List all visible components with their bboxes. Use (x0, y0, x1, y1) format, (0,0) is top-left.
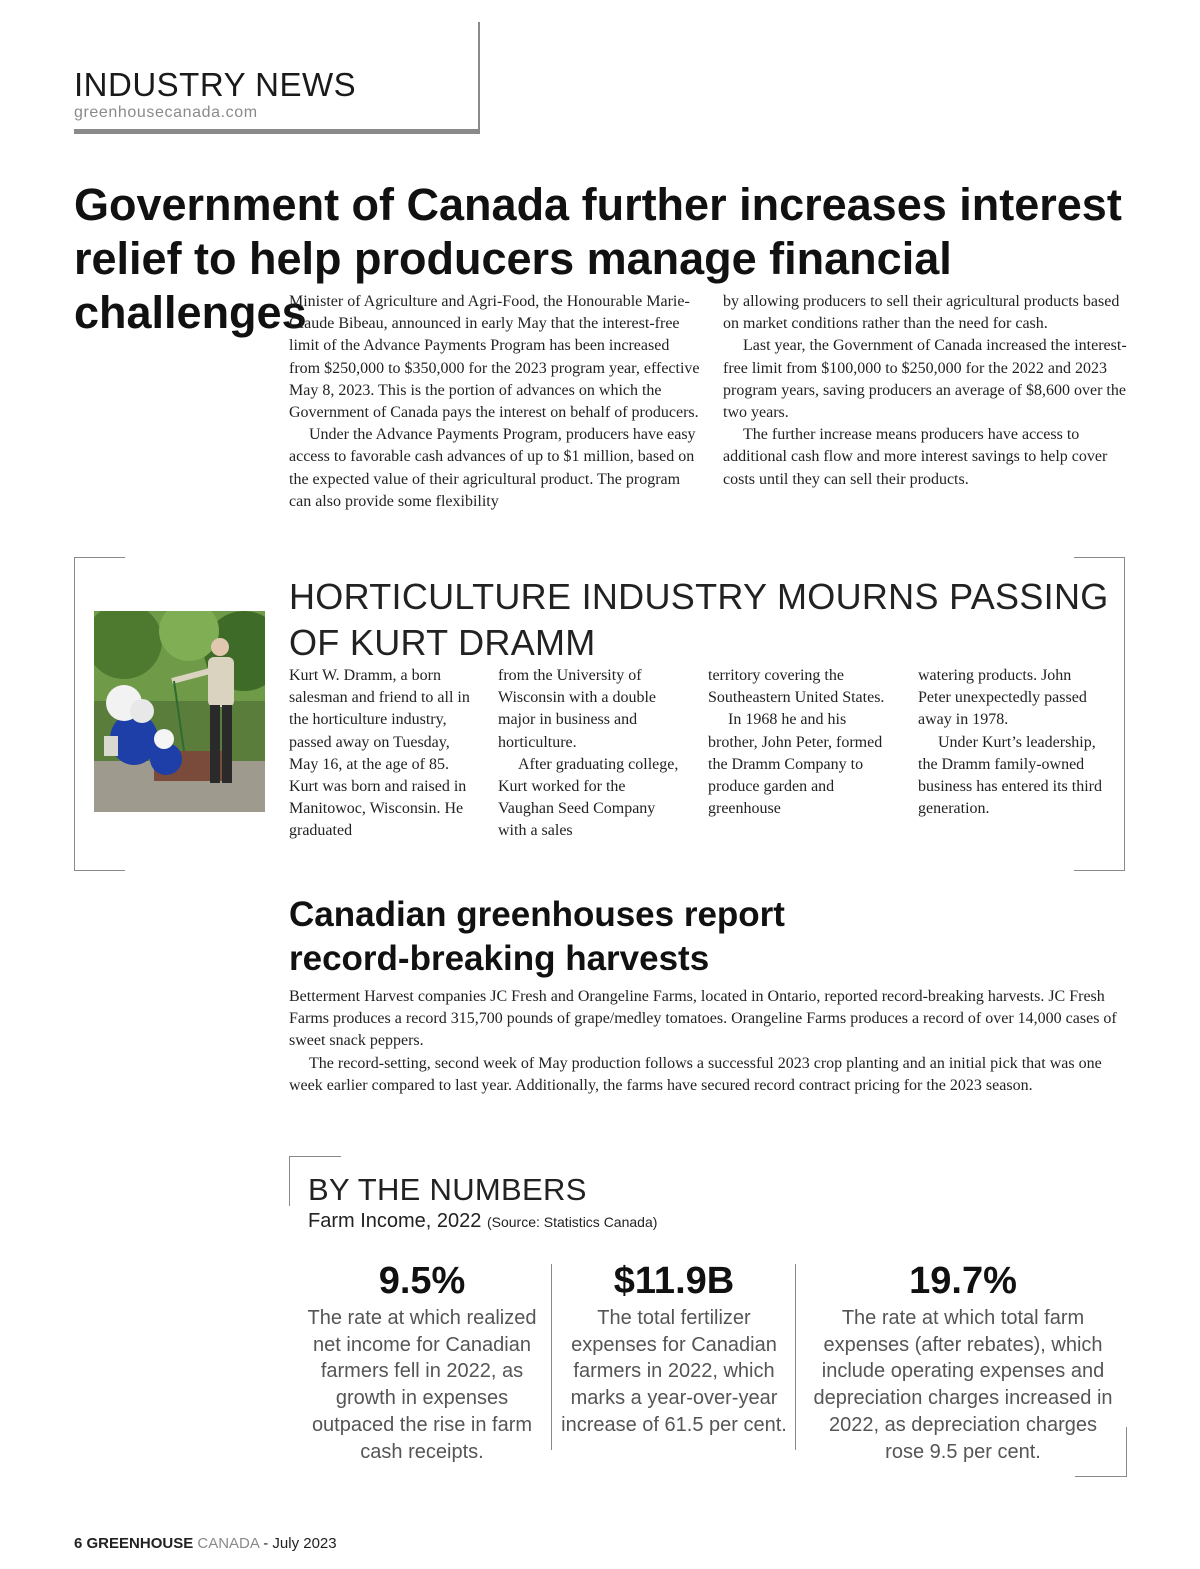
section-title: INDUSTRY NEWS (74, 66, 357, 103)
article2-column-4 (918, 665, 1102, 820)
article2-headline: HORTICULTURE INDUSTRY MOURNS PASSING OF KURT DRAMM (289, 576, 1109, 663)
stat-card (303, 1258, 541, 1465)
article3-headline-line: Canadian greenhouses report (289, 895, 785, 934)
article3-paragraph: The record-setting, second week of May production follows a successful 2023 crop planting and an initial pick that was one week earlier compared to last year. Additionally, the farms have secured record contract pricing for the 2023 season. (289, 1054, 1102, 1094)
page-number: 6 (74, 1535, 83, 1552)
stat-description: The rate at which realized net income for Canadian farmers fell in 2022, as growth in expenses outpaced the rise in farm cash receipts. (307, 1307, 537, 1463)
article2-paragraph: from the University of Wisconsin with a double major in business and horticulture. (498, 667, 656, 751)
article3-body (289, 986, 1129, 1097)
article1-paragraph: Under the Advance Payments Program, producers have easy access to favorable cash advances of up to $1 million, based on the expected value of their agricultural product. The program can also provide some flexibility (289, 426, 696, 510)
numbers-source: (Source: Statistics Canada) (486, 1214, 658, 1230)
article1-paragraph: Minister of Agriculture and Agri-Food, the Honourable Marie-Claude Bibeau, announced in early May that the interest-free limit of the Advance Payments Program has been increased from $250,000 to $350,000 for the 2023 program year, effective May 8, 2023. This is the portion of advances on which the Government of Canada pays the interest on behalf of producers. (289, 293, 700, 422)
numbers-subtitle-text: Farm Income, 2022 (308, 1210, 482, 1232)
article1-column-2 (723, 291, 1133, 491)
article1-paragraph: Last year, the Government of Canada increased the interest-free limit from $100,000 to $250,000 for the 2022 and 2023 program years, saving producers an average of $8,600 over the two years. (723, 337, 1127, 422)
stat-value: $11.9B (613, 1260, 735, 1302)
stat-description: The rate at which total farm expenses (after rebates), which include operating expenses and depreciation charges increased in 2022, as depreciation charges rose 9.5 per cent. (813, 1307, 1113, 1463)
article1-headline: Government of Canada further increases interest relief to help producers manage financial challenges (74, 179, 1122, 338)
site-url[interactable]: greenhousecanada.com (74, 104, 258, 121)
article1-paragraph: The further increase means producers have access to additional cash flow and more interest savings to help cover costs until they can sell their products. (723, 426, 1108, 488)
brand-canada: CANADA (197, 1535, 260, 1552)
article1-column-1 (289, 291, 704, 513)
brand-greenhouse: GREENHOUSE (86, 1535, 194, 1552)
issue-date: - July 2023 (263, 1535, 337, 1552)
article3-paragraph: Betterment Harvest companies JC Fresh and Orangeline Farms, located in Ontario, reported record-breaking harvests. JC Fresh Farms produces a record 315,700 pounds of grape/medley tomatoes. Orangeline Farms produces a record of over 14,000 cases of sweet snack peppers. (289, 988, 1117, 1050)
stat-card (560, 1258, 788, 1439)
article1-paragraph: by allowing producers to sell their agricultural products based on market conditions rather than the need for cash. (723, 293, 1120, 333)
article3-headline-line: record-breaking harvests (289, 939, 710, 978)
article3-headline (289, 893, 989, 981)
article2-paragraph: In 1968 he and his brother, John Peter, formed the Dramm Company to produce garden and greenhouse (708, 711, 883, 818)
article2-column-3 (708, 665, 892, 820)
article2-column-1 (289, 665, 473, 843)
article2-paragraph: watering products. John Peter unexpectedly passed away in 1978. (918, 667, 1087, 729)
numbers-title: BY THE NUMBERS (308, 1172, 587, 1207)
kurt-dramm-photo (94, 611, 265, 812)
article2-paragraph: Kurt W. Dramm, a born salesman and friend to all in the horticulture industry, passed away on Tuesday, May 16, at the age of 85. Kurt was born and raised in Manitowoc, Wisconsin. He graduated (289, 667, 470, 840)
stat-divider (551, 1264, 552, 1450)
article2-column-2 (498, 665, 682, 843)
stat-divider (795, 1264, 796, 1450)
article2-paragraph: territory covering the Southeastern United States. (708, 667, 885, 707)
stat-description: The total fertilizer expenses for Canadian farmers in 2022, which marks a year-over-year increase of 61.5 per cent. (561, 1307, 787, 1436)
numbers-subtitle (308, 1210, 657, 1233)
stat-card (812, 1258, 1114, 1465)
stat-value: 9.5% (378, 1260, 466, 1302)
article2-paragraph: After graduating college, Kurt worked for the Vaughan Seed Company with a sales (498, 755, 679, 840)
article2-paragraph: Under Kurt’s leadership, the Dramm family-owned business has entered its third generation. (918, 733, 1102, 818)
page-footer (74, 1535, 337, 1552)
stat-value: 19.7% (909, 1260, 1017, 1302)
